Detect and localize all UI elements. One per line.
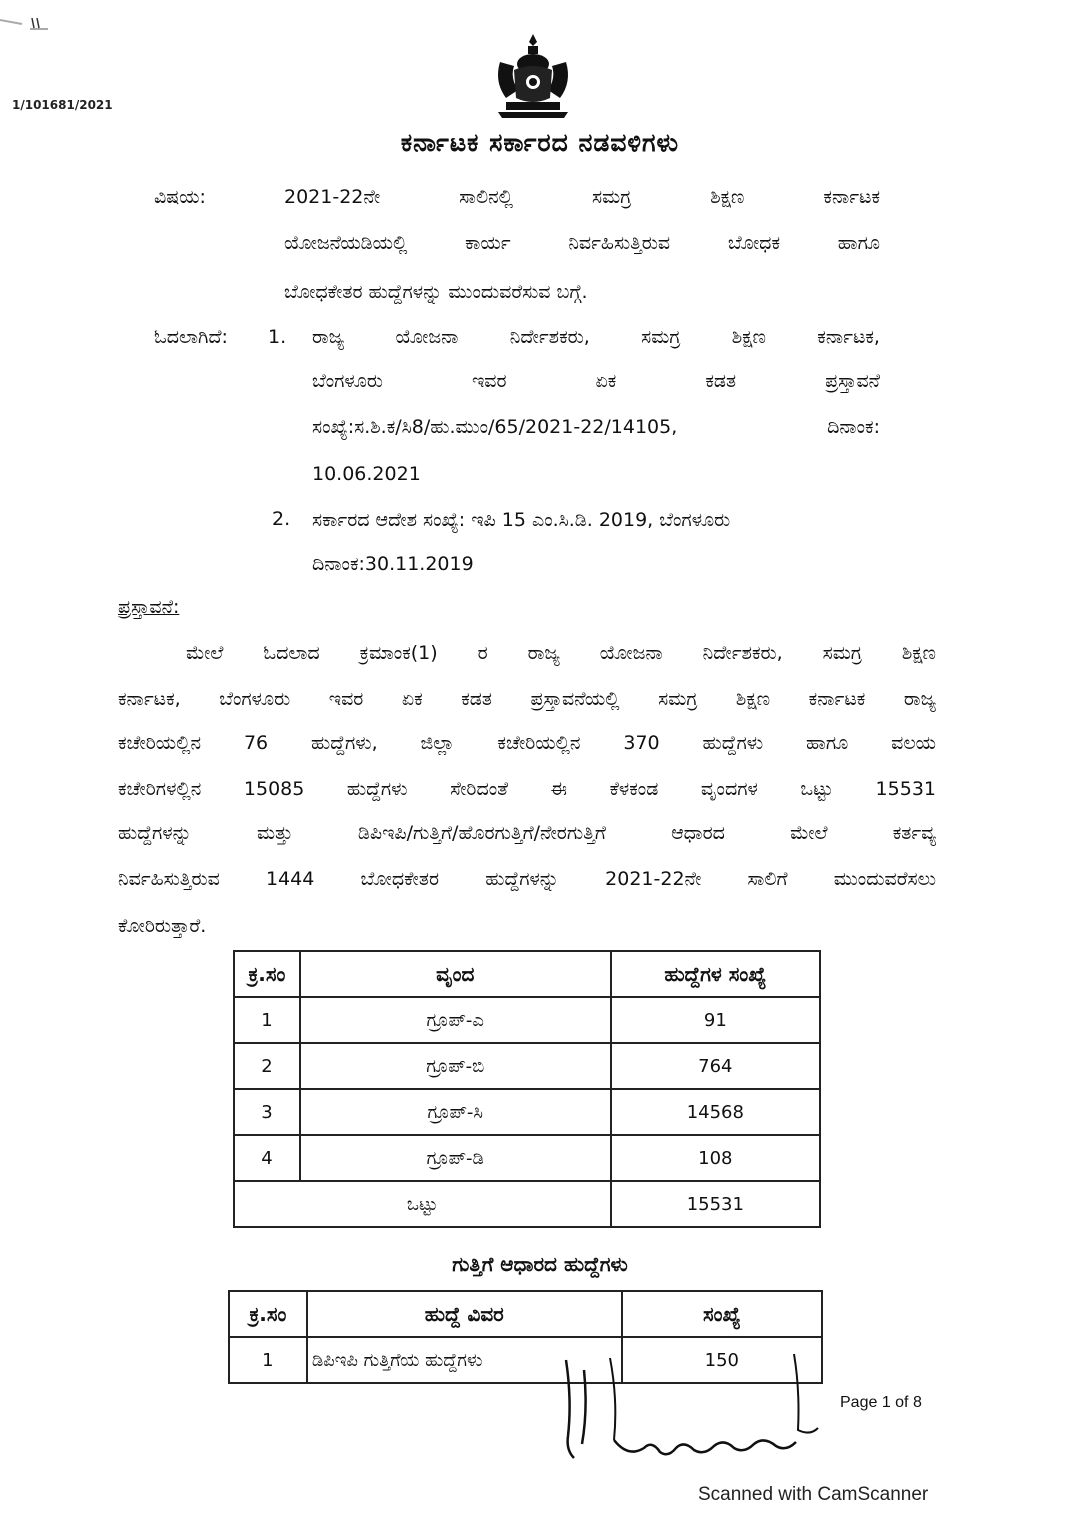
table-row: 1 ಡಿಪಿಇಪಿ ಗುತ್ತಿಗೆಯ ಹುದ್ದೆಗಳು 150 (229, 1337, 822, 1383)
preamble-line-4: ಕಚೇರಿಗಳಲ್ಲಿನ 15085 ಹುದ್ದೆಗಳು ಸೇರಿದಂತೆ ಈ ಕೆಳಕಂಡ ವೃಂದಗಳ ಒಟ್ಟು 15531 (118, 778, 936, 800)
file-number: 1/101681/2021 (12, 98, 113, 112)
table-row: 4 ಗ್ರೂಪ್-ಡಿ 108 (234, 1135, 820, 1181)
preamble-line-2: ಕರ್ನಾಟಕ, ಬೆಂಗಳೂರು ಇವರ ಏಕ ಕಡತ ಪ್ರಸ್ತಾವನೆಯಲ್ಲಿ ಸಮಗ್ರ ಶಿಕ್ಷಣ ಕರ್ನಾಟಕ ರಾಜ್ಯ (118, 688, 936, 710)
document-title: ಕರ್ನಾಟಕ ಸರ್ಕಾರದ ನಡವಳಿಗಳು (400, 128, 680, 157)
subject-line-1: 2021-22ನೇ ಸಾಲಿನಲ್ಲಿ ಸಮಗ್ರ ಶಿಕ್ಷಣ ಕರ್ನಾಟಕ (284, 186, 881, 208)
cadre-posts-table (233, 950, 821, 1228)
preamble-line-7: ಕೋರಿರುತ್ತಾರೆ. (118, 915, 207, 937)
scan-mark (0, 16, 70, 30)
reference-1-line-1: ರಾಜ್ಯ ಯೋಜನಾ ನಿರ್ದೇಶಕರು, ಸಮಗ್ರ ಶಿಕ್ಷಣ ಕರ್ನಾಟಕ, (312, 326, 880, 348)
table-row: 2 ಗ್ರೂಪ್-ಬಿ 764 (234, 1043, 820, 1089)
subject-label: ವಿಷಯ: (154, 186, 206, 208)
subject-line-3: ಬೋಧಕೇತರ ಹುದ್ದೆಗಳನ್ನು ಮುಂದುವರೆಸುವ ಬಗ್ಗೆ. (284, 281, 588, 303)
preamble-line-3: ಕಚೇರಿಯಲ್ಲಿನ 76 ಹುದ್ದೆಗಳು, ಜಿಲ್ಲಾ ಕಚೇರಿಯಲ್ಲಿನ 370 ಹುದ್ದೆಗಳು ಹಾಗೂ ವಲಯ (118, 732, 936, 754)
contract-posts-caption: ಗುತ್ತಿಗೆ ಆಧಾರದ ಹುದ್ದೆಗಳು (452, 1252, 628, 1276)
column-header: ಕ್ರ.ಸಂ (234, 951, 300, 997)
table-header-row (229, 1291, 822, 1337)
column-header: ಹುದ್ದೆ ವಿವರ (307, 1291, 622, 1337)
preamble-line-6: ನಿರ್ವಹಿಸುತ್ತಿರುವ 1444 ಬೋಧಕೇತರ ಹುದ್ದೆಗಳನ್ನು 2021-22ನೇ ಸಾಲಿಗೆ ಮುಂದುವರೆಸಲು (118, 868, 936, 890)
reference-1-line-3: ಸಂಖ್ಯೆ:ಸ.ಶಿ.ಕ/ಸಿ8/ಹು.ಮುಂ/65/2021-22/14105, ದಿನಾಂಕ: (312, 416, 880, 438)
reference-1-line-2: ಬೆಂಗಳೂರು ಇವರ ಏಕ ಕಡತ ಪ್ರಸ್ತಾವನೆ (312, 370, 881, 392)
karnataka-emblem-icon (488, 32, 578, 120)
signature (548, 1340, 828, 1470)
reference-2-line-1: ಸರ್ಕಾರದ ಆದೇಶ ಸಂಖ್ಯೆ: ಇಪಿ 15 ಎಂ.ಸಿ.ಡಿ. 2019, ಬೆಂಗಳೂರು (312, 509, 731, 531)
subject-line-2: ಯೋಜನೆಯಡಿಯಲ್ಲಿ ಕಾರ್ಯ ನಿರ್ವಹಿಸುತ್ತಿರುವ ಬೋಧಕ ಹಾಗೂ (284, 232, 881, 254)
reference-1-number: 1. (268, 326, 287, 348)
preamble-heading: ಪ್ರಸ್ತಾವನೆ: (118, 596, 180, 618)
table-total-row (234, 1181, 820, 1227)
total-value: 15531 (611, 1181, 820, 1227)
column-header: ಕ್ರ.ಸಂ (229, 1291, 307, 1337)
table-row: 3 ಗ್ರೂಪ್-ಸಿ 14568 (234, 1089, 820, 1135)
reference-1-date: 10.06.2021 (312, 463, 421, 485)
column-header: ಸಂಖ್ಯೆ (622, 1291, 822, 1337)
reference-2-line-2: ದಿನಾಂಕ:30.11.2019 (312, 553, 474, 575)
preamble-line-5: ಹುದ್ದೆಗಳನ್ನು ಮತ್ತು ಡಿಪಿಇಪಿ/ಗುತ್ತಿಗೆ/ಹೊರಗುತ್ತಿಗೆ/ನೇರಗುತ್ತಿಗೆ ಆಧಾರದ ಮೇಲೆ ಕರ್ತವ್ಯ (118, 822, 936, 844)
column-header: ವೃಂದ (300, 951, 611, 997)
table-row: 1 ಗ್ರೂಪ್-ಎ 91 (234, 997, 820, 1043)
reference-2-number: 2. (272, 508, 291, 530)
scanner-watermark: Scanned with CamScanner (698, 1484, 929, 1505)
preamble-line-1: ಮೇಲೆ ಓದಲಾದ ಕ್ರಮಾಂಕ(1) ರ ರಾಜ್ಯ ಯೋಜನಾ ನಿರ್ದೇಶಕರು, ಸಮಗ್ರ ಶಿಕ್ಷಣ (186, 642, 936, 664)
column-header: ಹುದ್ದೆಗಳ ಸಂಖ್ಯೆ (611, 951, 820, 997)
total-label: ಒಟ್ಟು (234, 1181, 611, 1227)
references-label: ಓದಲಾಗಿದೆ: (154, 326, 228, 348)
page-number: Page 1 of 8 (840, 1394, 922, 1411)
table-header-row (234, 951, 820, 997)
